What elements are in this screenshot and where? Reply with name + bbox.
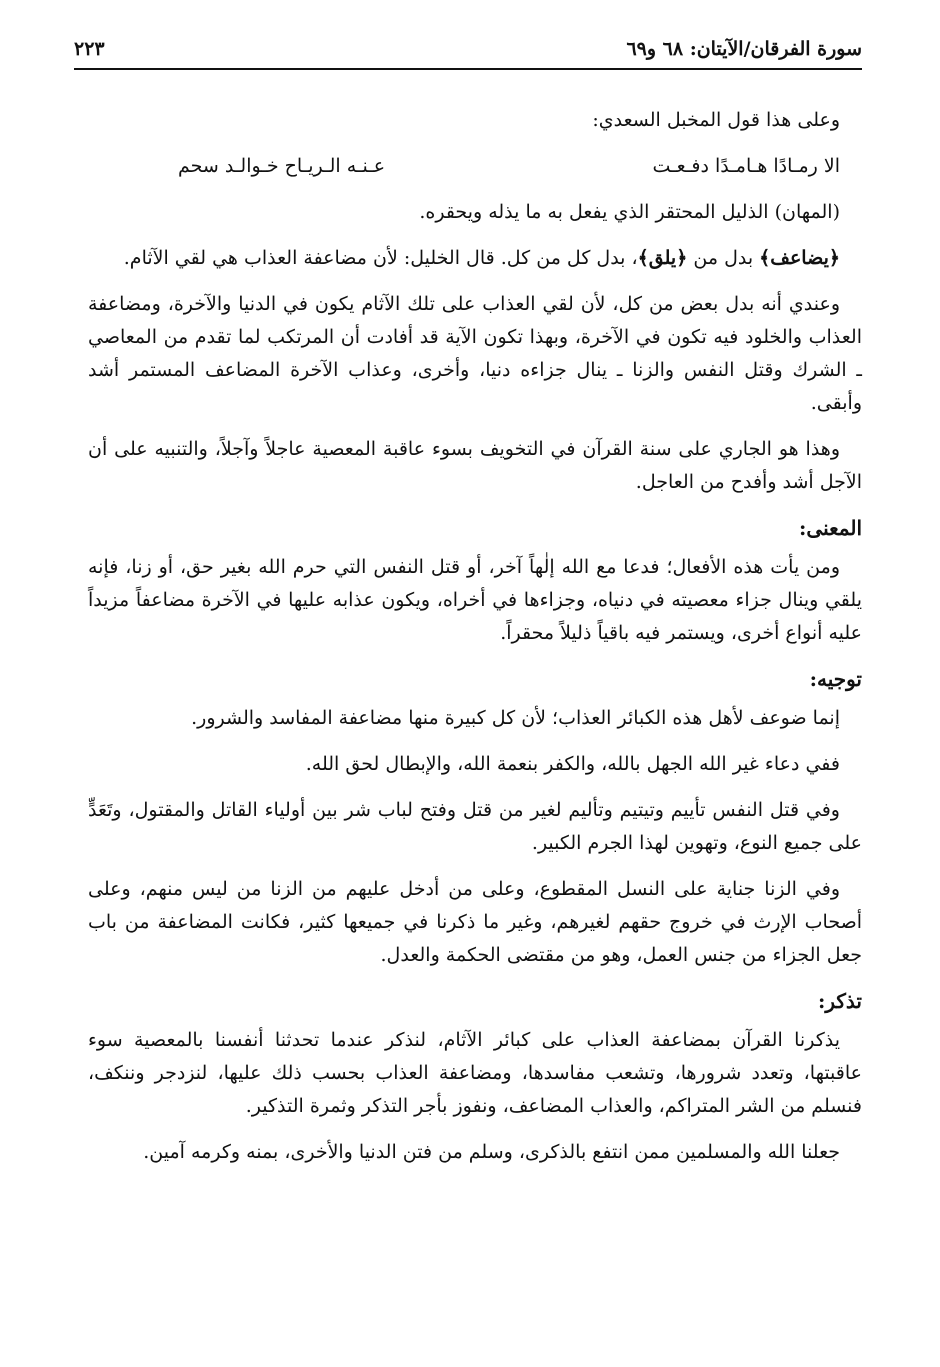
reminder-heading: تذكر: — [817, 989, 862, 1013]
guidance-heading: توجيه: — [809, 667, 862, 691]
guidance-paragraph-3: وفي قتل النفس تأييم وتيتيم وتأليم لغير من قتل وفتح لباب شر بين أولياء القاتل والمقتول، وتَعَدٍّ على جميع النوع، وتهوين لهذا الجرم الكبير. — [88, 799, 862, 854]
poem-verse — [88, 150, 862, 183]
verse-first-hemistich: الا رمـادًا هـامـدًا دفـعـت — [652, 155, 840, 177]
verse-second-hemistich: عـنـه الـريـاح خـوالـد سحم — [178, 155, 386, 177]
guidance-paragraph-2: ففي دعاء غير الله الجهل بالله، والكفر بنعمة الله، والإبطال لحق الله. — [305, 753, 840, 775]
yudaaaf-text-2: ، بدل كل من كل. قال الخليل: لأن مضاعفة العذاب هي لقي الآثام. — [123, 247, 638, 269]
commentary-paragraph-1: وعندي أنه بدل بعض من كل، لأن لقي العذاب على تلك الآثام يكون في الدنيا والآخرة، ومضاعفة العذاب والخلود فيه تكون في الآخرة، وبهذا تكون الآية قد أفادت أن المرتكب لما تقدم من المعاصي ـ الشرك وقتل النفس والزنا ـ ينال جزاءه دنيا، وأخرى، وعذاب الآخرة المضاعف المستمر أشد وأبقى. — [88, 293, 862, 414]
reminder-paragraph-1: يذكرنا القرآن بمضاعفة العذاب على كبائر الآثام، لنذكر عندما تحدثنا أنفسنا بالمعصية سوء عاقبتها، وتعدد شرورها، وتشعب مفاسدها، ومضاعفة العذاب بحسب ذلك عليها، لنزدجر وننكف، فنسلم من الشر المتراكم، والعذاب المضاعف، ونفوز بأجر التذكر وثمرة التذكير. — [88, 1029, 862, 1117]
commentary-paragraph-2: وهذا هو الجاري على سنة القرآن في التخويف بسوء عاقبة المعصية عاجلاً وآجلاً، والتنبيه على أن الآجل أشد وأفدح من العاجل. — [88, 438, 862, 493]
meaning-heading: المعنى: — [799, 516, 862, 540]
muhan-definition: (المهان) الذليل المحتقر الذي يفعل به ما يذله ويحقره. — [419, 201, 840, 223]
page-body — [88, 104, 862, 1182]
page-number: ٢٢٣ — [74, 38, 105, 60]
surah-title: سورة الفرقان/الآيتان: ٦٨ و٦٩ — [626, 38, 862, 60]
quran-term-yalqa: ﴿يلق﴾ — [637, 247, 688, 269]
yudaaaf-paragraph — [88, 242, 862, 275]
reminder-paragraph-2: جعلنا الله والمسلمين ممن انتفع بالذكرى، وسلم من فتن الدنيا والأخرى، بمنه وكرمه آمين. — [143, 1141, 840, 1163]
guidance-paragraph-1: إنما ضوعف لأهل هذه الكبائر العذاب؛ لأن كل كبيرة منها مضاعفة المفاسد والشرور. — [191, 707, 840, 729]
guidance-paragraph-4: وفي الزنا جناية على النسل المقطوع، وعلى من أدخل عليهم من الزنا من ليس منهم، وعلى أصحاب الإرث في خروج حقهم لغيرهم، وغير ما ذكرنا في جميعها كثير، فكانت المضاعفة من باب جعل الجزاء من جنس العمل، وهو من مقتضى الحكمة والعدل. — [88, 878, 862, 966]
yudaaaf-text-1: بدل من — [687, 247, 760, 269]
page-header — [74, 38, 862, 70]
quran-term-yudaaaf: ﴿يضاعف﴾ — [759, 247, 840, 269]
poem-intro: وعلى هذا قول المخبل السعدي: — [592, 109, 840, 131]
meaning-text: ومن يأت هذه الأفعال؛ فدعا مع الله إلٰهاً آخر، أو قتل النفس التي حرم الله بغير حق، أو زنا، فإنه يلقي وينال جزاء معصيته في دنياه، وجزاءها في أخراه، ويكون عذابه عليها في الآخرة مضاعفاً مزيداً عليه أنواع أخرى، ويستمر فيه باقياً ذليلاً محقراً. — [88, 556, 862, 644]
